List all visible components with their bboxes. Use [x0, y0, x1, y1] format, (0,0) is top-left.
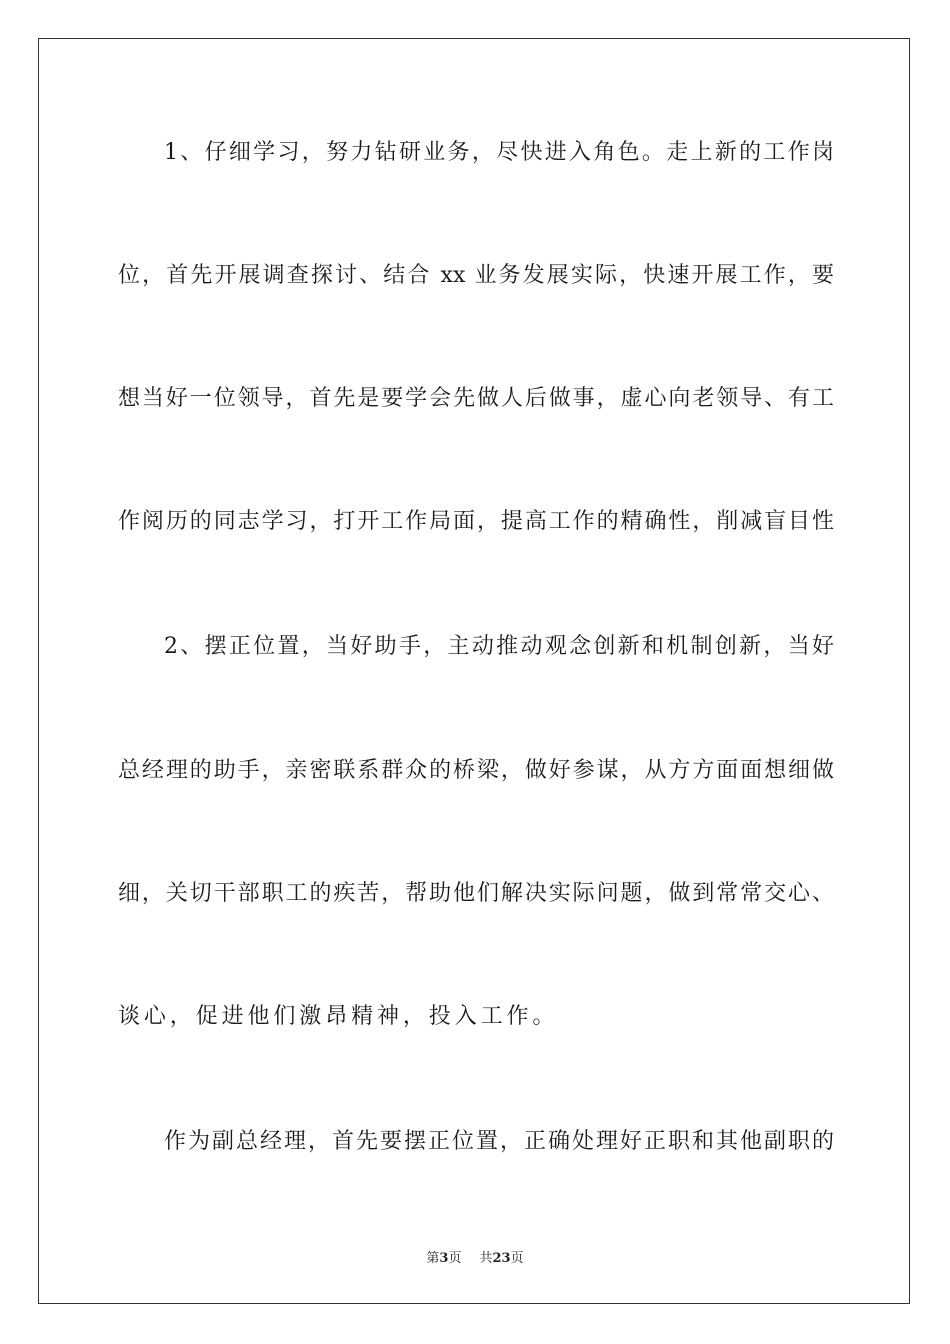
- total-suffix: 页: [510, 1251, 524, 1266]
- paragraph-2-line-2: 总经理的助手，亲密联系群众的桥梁，做好参谋，从方方面面想细做: [118, 758, 834, 783]
- page-total-number: 23: [492, 1251, 511, 1266]
- paragraph-3-line-1: 作为副总经理，首先要摆正位置，正确处理好正职和其他副职的: [164, 1129, 834, 1154]
- paragraph-1-line-4: 作阅历的同志学习，打开工作局面，提高工作的精确性，削减盲目性: [118, 509, 834, 534]
- paragraph-1-line-3: 想当好一位领导，首先是要学会先做人后做事，虚心向老领导、有工: [118, 386, 834, 411]
- paragraph-1-line-2: 位，首先开展调查探讨、结合 xx 业务发展实际，快速开展工作，要: [118, 263, 834, 288]
- paragraph-2-line-3: 细，关切干部职工的疾苦，帮助他们解决实际问题，做到常常交心、: [118, 881, 834, 906]
- total-prefix: 共: [479, 1251, 493, 1266]
- page-suffix: 页: [448, 1251, 462, 1266]
- page-current-number: 3: [439, 1251, 449, 1266]
- paragraph-2-line-1: 2、摆正位置，当好助手，主动推动观念创新和机制创新，当好: [164, 634, 834, 659]
- paragraph-2-line-4: 谈心，促进他们激昂精神，投入工作。: [118, 1004, 559, 1029]
- page-prefix: 第: [426, 1251, 440, 1266]
- paragraph-1-line-1: 1、仔细学习，努力钻研业务，尽快进入角色。走上新的工作岗: [164, 140, 834, 165]
- page-border: [38, 38, 910, 1304]
- page-footer: [0, 1247, 950, 1266]
